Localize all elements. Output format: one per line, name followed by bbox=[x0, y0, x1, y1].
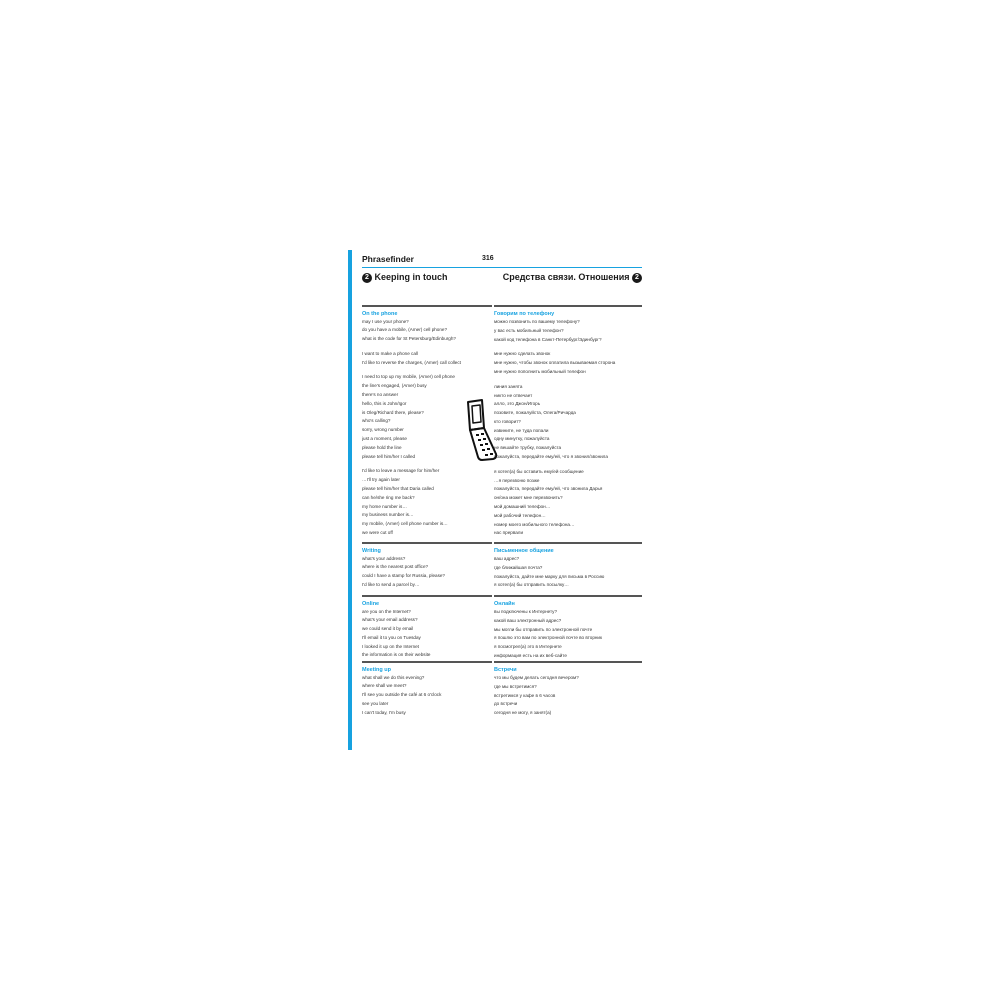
phrase-line: please hold the line bbox=[362, 444, 402, 450]
phrase-line: у вас есть мобильный телефон? bbox=[494, 327, 564, 333]
phrase-block bbox=[494, 542, 642, 590]
block-rule bbox=[362, 542, 492, 544]
block-rule bbox=[494, 305, 642, 307]
block-heading: Онлайн bbox=[494, 600, 515, 607]
phrase-line: сегодня не могу, я занят(а) bbox=[494, 710, 552, 716]
phrase-line: hello, this is John/Igor bbox=[362, 400, 407, 406]
phrase-line: there's no answer bbox=[362, 392, 399, 398]
phrase-line: what's your address? bbox=[362, 555, 406, 561]
phrase-line: где ближайшая почта? bbox=[494, 564, 543, 570]
phrase-line: пожалуйста, дайте мне марку для письма в Россию bbox=[494, 573, 605, 579]
phrase-line: is Oleg/Richard there, please? bbox=[362, 409, 424, 415]
section-number-badge-ru: 2 bbox=[632, 273, 642, 283]
phrase-line: …I'll try again later bbox=[362, 477, 400, 483]
phrase-line: where is the nearest post office? bbox=[362, 564, 429, 570]
phrase-line: кто говорит? bbox=[494, 418, 521, 424]
phrase-line: what's your email address? bbox=[362, 617, 418, 623]
header-rule bbox=[362, 267, 642, 268]
phrase-line: извините, не туда попали bbox=[494, 427, 549, 433]
block-heading: On the phone bbox=[362, 310, 398, 317]
block-rule bbox=[494, 542, 642, 544]
block-heading: Письменное общение bbox=[494, 547, 554, 554]
phrase-line: …я перезвоню позже bbox=[494, 477, 540, 483]
phrase-line: пожалуйста, передайте ему/ей, что звонила Дарья bbox=[494, 486, 603, 492]
block-rule bbox=[362, 661, 492, 663]
phrase-line: we could send it by email bbox=[362, 626, 414, 632]
phrase-line: are you on the Internet? bbox=[362, 608, 411, 614]
phrase-line: информация есть на их веб-сайте bbox=[494, 653, 567, 658]
phrase-line: я хотел(а) бы оставить ему/ей сообщение bbox=[494, 468, 584, 474]
block-heading: Говорим по телефону bbox=[494, 310, 555, 317]
block-heading: Meeting up bbox=[362, 666, 392, 673]
phrase-block bbox=[362, 595, 492, 660]
section-title-ru-text: Средства связи. Отношения bbox=[502, 272, 630, 282]
phrase-line: I'll see you outside the café at 6 o'clock bbox=[362, 692, 442, 698]
phrase-line: where shall we meet? bbox=[362, 683, 407, 689]
block-rule bbox=[494, 595, 642, 597]
phrase-line: just a moment, please bbox=[362, 436, 407, 442]
phrase-line: никто не отвечает bbox=[494, 392, 533, 398]
phrase-line: он/она может мне перезвонить? bbox=[494, 495, 563, 501]
phrase-line: I want to make a phone call bbox=[362, 350, 418, 356]
phrase-line: I'll email it to you on Tuesday bbox=[362, 634, 421, 640]
phrase-block bbox=[494, 305, 642, 537]
phrase-line: who's calling? bbox=[362, 418, 391, 424]
block-rule bbox=[362, 595, 492, 597]
section-title-ru bbox=[503, 272, 642, 283]
phrase-line: we were cut off bbox=[362, 530, 393, 536]
section-title-en bbox=[362, 272, 448, 283]
phrase-line: I'd like to reverse the charges, (Amer) call collect bbox=[362, 359, 461, 365]
phrase-line: my home number is… bbox=[362, 503, 407, 509]
phrase-line: какой код телефона в Санкт-Петербург/Эдинбург? bbox=[494, 336, 602, 342]
block-heading: Writing bbox=[362, 547, 381, 554]
phrase-line: do you have a mobile, (Amer) cell phone? bbox=[362, 327, 448, 333]
phrase-line: пожалуйста, передайте ему/ей, что я звонил/звонила bbox=[494, 454, 608, 460]
phrase-line: the line's engaged, (Amer) busy bbox=[362, 383, 427, 389]
phrase-line: что мы будем делать сегодня вечером? bbox=[494, 675, 579, 681]
phrase-line: алло, это Джон/Игорь bbox=[494, 401, 541, 407]
phrase-line: линия занята bbox=[494, 383, 523, 389]
phrase-line: I'd like to leave a message for him/her bbox=[362, 468, 440, 474]
phrase-line: my business number is… bbox=[362, 512, 414, 518]
phrase-line: можно позвонить по вашему телефону? bbox=[494, 319, 580, 325]
block-rule bbox=[362, 305, 492, 307]
phrase-line: please tell him/her I called bbox=[362, 453, 416, 459]
phrase-line: see you later bbox=[362, 700, 389, 706]
book-page bbox=[348, 250, 642, 750]
phrase-line: мы могли бы отправить по электронной почте bbox=[494, 626, 593, 632]
phrase-block bbox=[494, 661, 642, 717]
block-heading: Online bbox=[362, 600, 380, 607]
phrase-line: мой рабочий телефон… bbox=[494, 512, 546, 518]
blue-margin-bar bbox=[348, 250, 352, 750]
phrase-line: I looked it up on the Internet bbox=[362, 643, 419, 649]
phrase-line: the information is on their website bbox=[362, 652, 431, 658]
phrase-line: мне нужно пополнить мобильный телефон bbox=[494, 369, 586, 374]
phrase-line: какой ваш электронный адрес? bbox=[494, 617, 562, 623]
phrase-block bbox=[362, 661, 492, 717]
phrase-line: позовите, пожалуйста, Олега/Ричарда bbox=[494, 410, 576, 416]
block-rule bbox=[494, 661, 642, 663]
phrase-line: до встречи bbox=[494, 701, 518, 707]
section-title-en-text: Keeping in touch bbox=[374, 272, 448, 282]
phrase-line: what shall we do this evening? bbox=[362, 674, 425, 680]
phrase-line: я пошлю это вам по электронной почте во вторник bbox=[494, 635, 602, 641]
phrase-line: I can't today, I'm busy bbox=[362, 709, 406, 715]
phrase-line: мне нужно, чтобы звонок оплатила вызываемая сторона bbox=[494, 360, 616, 366]
phrase-line: где мы встретимся? bbox=[494, 683, 537, 689]
phrase-line: ваш адрес? bbox=[494, 556, 520, 562]
section-number-badge: 2 bbox=[362, 273, 372, 283]
phrase-line: I need to top up my mobile, (Amer) cell phone bbox=[362, 374, 455, 380]
phrase-line: я хотел(а) бы отправить посылку… bbox=[494, 582, 569, 588]
phrase-line: my mobile, (Amer) cell phone number is… bbox=[362, 521, 448, 527]
phrase-line: мне нужно сделать звонок bbox=[494, 351, 551, 357]
phrase-line: одну минутку, пожалуйста bbox=[494, 436, 550, 442]
phrase-line: please tell him/her that Daria called bbox=[362, 486, 434, 492]
running-head: Phrasefinder bbox=[362, 254, 414, 264]
phrase-block bbox=[362, 542, 492, 590]
phrase-line: could I have a stamp for Russia, please? bbox=[362, 573, 445, 579]
phrase-line: я посмотрел(а) это в Интернете bbox=[494, 644, 562, 650]
block-heading: Встречи bbox=[494, 666, 517, 673]
phrase-block bbox=[494, 595, 642, 660]
phrase-line: номер моего мобильного телефона… bbox=[494, 521, 575, 527]
phrase-line: нас прервали bbox=[494, 530, 524, 536]
phrase-line: sorry, wrong number bbox=[362, 427, 404, 433]
phrase-line: what is the code for St Petersburg/Edinburgh? bbox=[362, 336, 456, 342]
page-number: 316 bbox=[482, 255, 494, 262]
phrase-line: may I use your phone? bbox=[362, 318, 409, 324]
phrase-line: can he/she ring me back? bbox=[362, 494, 415, 500]
phrase-line: не вешайте трубку, пожалуйста bbox=[494, 445, 562, 451]
phrase-line: встретимся у кафе в 6 часов bbox=[494, 692, 556, 698]
page-header bbox=[362, 254, 642, 268]
phrase-line: вы подключены к Интернету? bbox=[494, 609, 558, 615]
phrase-line: мой домашний телефон… bbox=[494, 503, 551, 509]
phrase-line: I'd like to send a parcel by… bbox=[362, 581, 420, 587]
mobile-phone-icon bbox=[462, 398, 498, 462]
